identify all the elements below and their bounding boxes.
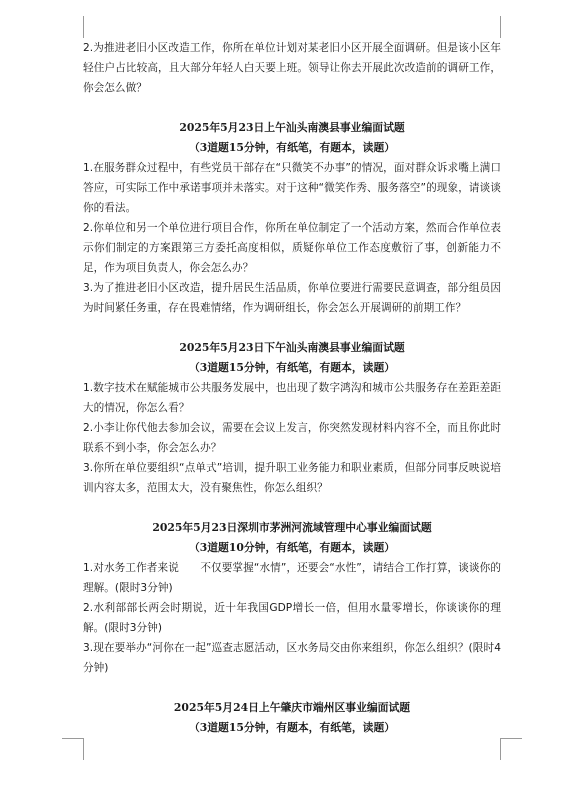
document-body (83, 38, 501, 738)
section-subtitle: （3道题15分钟，有纸笔，有题本，读题） (188, 361, 396, 374)
spacer (83, 498, 501, 518)
question-item: 1.在服务群众过程中，有些党员干部存在“只微笑不办事”的情况，面对群众诉求嘴上满口答应，可实际工作中承诺事项并未落实。对于这种“微笑作秀、服务落空”的现象，请谈谈你的看法。 (83, 162, 501, 214)
spacer (83, 98, 501, 118)
section-title: 2025年5月24日上午肇庆市端州区事业编面试题 (173, 701, 411, 714)
crop-mark-bottom-right-v (500, 738, 501, 760)
section-subtitle: （3道题15分钟，有纸笔，有题本，读题） (188, 141, 396, 154)
question-item: 1.对水务工作者来说 不仅要掌握“水情”，还要会“水性”，请结合工作打算，谈谈你的理解。(限时3分钟) (83, 562, 501, 594)
question-item: 1.数字技术在赋能城市公共服务发展中，也出现了数字鸿沟和城市公共服务存在差距差距大的情况，你怎么看？ (83, 382, 501, 414)
section-title: 2025年5月23日上午汕头南澳县事业编面试题 (179, 121, 405, 134)
question-item: 2.你单位和另一个单位进行项目合作，你所在单位制定了一个活动方案，然而合作单位表示你们制定的方案跟第三方委托高度相似，质疑你单位工作态度敷衍了事，创新能力不足，作为项目负责人，你会怎么办？ (83, 222, 501, 274)
crop-mark-bottom-right-h (500, 738, 522, 739)
section-subtitle: （3道题10分钟，有纸笔，有题本，读题） (188, 541, 396, 554)
section-2 (83, 338, 501, 498)
question-item: 2.小李让你代他去参加会议，需要在会议上发言，你突然发现材料内容不全，而且你此时联系不到小李，你会怎么办？ (83, 422, 501, 454)
section-4 (83, 698, 501, 738)
question-item: 3.你所在单位要组织“点单式”培训，提升职工业务能力和职业素质，但部分同事反映说培训内容太多，范围太大，没有聚焦性，你怎么组织？ (83, 462, 501, 494)
question-item: 3.现在要举办“河你在一起”巡查志愿活动，区水务局交由你来组织，你怎么组织？(限时4分钟) (83, 642, 501, 674)
spacer (83, 318, 501, 338)
intro-question: 2.为推进老旧小区改造工作，你所在单位计划对某老旧小区开展全面调研。但是该小区年轻住户占比较高，且大部分年轻人白天要上班。领导让你去开展此次改造前的调研工作，你会怎么做？ (83, 42, 501, 94)
section-3 (83, 518, 501, 678)
crop-mark-top-right-v (500, 16, 501, 38)
spacer (83, 678, 501, 698)
crop-mark-bottom-left-v (83, 738, 84, 760)
section-title: 2025年5月23日深圳市茅洲河流域管理中心事业编面试题 (152, 521, 432, 534)
section-subtitle: （3道题15分钟，有题本，有纸笔，读题） (188, 721, 396, 734)
crop-mark-bottom-left-h (62, 738, 84, 739)
section-title: 2025年5月23日下午汕头南澳县事业编面试题 (179, 341, 405, 354)
question-item: 3.为了推进老旧小区改造，提升居民生活品质，你单位要进行需要民意调查，部分组员因为时间紧任务重，存在畏难情绪，作为调研组长，你会怎么开展调研的前期工作？ (83, 282, 501, 314)
question-item: 2.水利部部长两会时期说，近十年我国GDP增长一倍，但用水量零增长，你谈谈你的理解。(限时3分钟) (83, 602, 501, 634)
crop-mark-top-left-v (83, 16, 84, 38)
section-1 (83, 118, 501, 318)
